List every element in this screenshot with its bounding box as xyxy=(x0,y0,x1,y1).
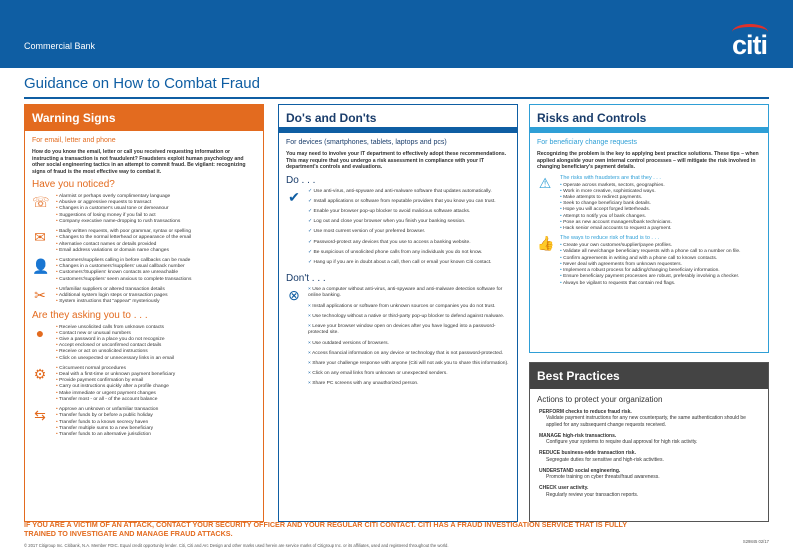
thumbs-up-icon: 👍 xyxy=(537,235,555,252)
list-item: • Never deal with agreements from unknown requesters. xyxy=(560,262,741,268)
best-practice-heading: REDUCE business-wide transaction risk. xyxy=(539,450,636,457)
list-item: • Give a password in a place you do not recognize xyxy=(56,337,174,343)
list-item: • Abusive or aggressive requests to transact xyxy=(56,200,180,206)
x-circle-icon: ⊗ xyxy=(288,287,300,304)
list-item: • Unfamiliar suppliers or altered transaction details xyxy=(56,287,168,293)
best-practice-item xyxy=(539,409,759,428)
list-item: • Transfer funds to an alternative jurisdiction xyxy=(56,432,158,438)
dont-section xyxy=(286,287,510,391)
transfer-icon: ⇆ xyxy=(34,407,46,424)
list-item: • Suggestions of losing money if you fail to act xyxy=(56,213,180,219)
list-item: • Hope you will accept forged letterheads. xyxy=(560,207,672,213)
do-section xyxy=(286,189,510,271)
warning-triangle-icon: ⚠ xyxy=(538,174,552,191)
list-item: • Validate all new/change beneficiary requests with a phone call to a number on file. xyxy=(560,249,741,255)
list-item: • Contact new or unusual numbers xyxy=(56,331,174,337)
list-item: • Email address variations or domain name changes xyxy=(56,248,191,254)
list-item: • Receive or act on unsolicited instructions xyxy=(56,349,174,355)
best-practice-text: Regularly review your transaction reports. xyxy=(546,491,639,498)
list-item: • Carry out instructions quickly after a profile change xyxy=(56,384,175,390)
noticed-heading: Have you noticed? xyxy=(32,179,115,190)
risks-intro: Recognizing the problem is the key to applying best practice solutions. These tips – when applied alongside your own internal control processes – will mitigate the risk involved in changing beneficiary's payment details. xyxy=(537,151,759,170)
tools-icon: ✂ xyxy=(34,286,46,303)
list-item: ✓ Use anti-virus, anti-spyware and anti-malware software that updates automatically. xyxy=(308,189,496,195)
dos-donts-panel xyxy=(278,104,518,522)
warning-signs-panel xyxy=(24,104,264,522)
warning-title: Warning Signs xyxy=(25,105,263,131)
warning-group xyxy=(32,287,256,306)
dos-subtitle: For devices (smartphones, tablets, laptops and pcs) xyxy=(286,139,447,146)
risks-section xyxy=(537,175,761,233)
list-item: • Click on unexpected or unnecessary links in an email xyxy=(56,356,174,362)
list-item: • System instructions that "appear" mysteriously xyxy=(56,299,168,305)
reduce-heading: The ways to reduce risk of fraud is to . . . xyxy=(560,235,660,242)
list-item: • Implement a robust process for adding/changing beneficiary information. xyxy=(560,268,741,274)
list-item: • Ensure beneficiary payment processes are robust, preferably involving a checker. xyxy=(560,274,741,280)
list-item: × Use outdated versions of browsers. xyxy=(308,341,510,347)
warning-group xyxy=(32,258,256,283)
best-practice-text: Segregate duties for sensitive and high-risk activities. xyxy=(546,456,664,463)
asking-heading: Are they asking you to . . . xyxy=(32,309,148,321)
list-item: × Install applications or software from unknown sources or companies you do not trust. xyxy=(308,304,510,310)
list-item: • Operate across markets, sectors, geographies. xyxy=(560,183,672,189)
person-icon: 👤 xyxy=(32,257,50,274)
best-subtitle: Actions to protect your organization xyxy=(537,395,663,404)
title-rule xyxy=(24,97,769,99)
best-practice-text: Configure your systems to require dual approval for high risk activity. xyxy=(546,439,698,445)
bank-label: Commercial Bank xyxy=(24,41,96,51)
risks-controls-panel xyxy=(529,104,769,353)
best-practice-heading: MANAGE high-risk transactions. xyxy=(539,432,617,439)
warning-intro: How do you know the email, letter or call you received requesting information or instructing a transaction is not fraudulent? Fraudsters exploit human psychology and other social engineering tactics in an attempt to commit fraud. Be vigilant: recognizing signs of fraud is the most effective way to combat it. xyxy=(32,149,246,175)
check-circle-icon: ✔ xyxy=(288,188,300,205)
list-item: • Badly written requests, with poor grammar, syntax or spelling xyxy=(56,229,191,235)
page-title: Guidance on How to Combat Fraud xyxy=(24,75,260,92)
best-practice-item xyxy=(539,485,759,498)
list-item: × Share PC screens with any unauthorized person. xyxy=(308,381,510,387)
list-item: × Click on any email links from unknown or unexpected senders. xyxy=(308,371,510,377)
list-item: • Changes in a customer's usual tone or demeanour xyxy=(56,206,180,212)
best-practices-panel xyxy=(529,362,769,522)
list-item: • Make immediate or urgent payment changes xyxy=(56,391,175,397)
list-item: • Create your own customer/supplier/payee profiles. xyxy=(560,243,741,249)
dos-intro: You may need to involve your IT department to effectively adopt these recommendations. This may require that you undergo a risk assessment in compliance with your IT department's controls and evaluations. xyxy=(286,151,507,170)
dos-title: Do's and Don'ts xyxy=(279,105,517,133)
list-item: • Company executive name-dropping to rush transactions xyxy=(56,219,180,225)
list-item: • Seek to change beneficiary bank details. xyxy=(560,201,672,207)
list-item: • Customers/suppliers calling in before callbacks can be made xyxy=(56,258,191,264)
do-heading: Do . . . xyxy=(286,174,316,186)
list-item: • Pose as new account managers/bank technicians. xyxy=(560,220,672,226)
citi-logo: citi xyxy=(731,30,767,60)
legal-text: © 2017 Citigroup Inc. Citibank, N.A. Member FDIC. Equal credit opportunity lender. Citi, Citi and Arc Design and other marks used herein are service marks of Citigroup Inc. or its affiliates, used and registered throughout the world. xyxy=(24,543,449,548)
list-item: • Confirm agreements in writing and with a phone call to known contacts. xyxy=(560,256,741,262)
document-code: S29845 02/17 xyxy=(742,539,769,544)
list-item: • Circumvent normal procedures xyxy=(56,366,175,372)
list-item: ✓ Hang up if you are in doubt about a call, then call or email your known Citi contact. xyxy=(308,260,496,266)
best-practice-text: Validate payment instructions for any new counterparty, the same authentication should be applied for any subsequent change requests received. xyxy=(546,415,746,428)
list-item: • Changes to the normal letterhead or appearance of the email xyxy=(56,235,191,241)
risks-subtitle: For beneficiary change requests xyxy=(537,139,637,146)
list-item: • Customers'/Suppliers' known contacts are unreachable xyxy=(56,270,191,276)
best-practice-item xyxy=(539,433,759,446)
list-item: • Transfer funds by or before a public holiday xyxy=(56,413,158,419)
letter-icon: ✉ xyxy=(34,229,46,246)
list-item: • Transfer multiple sums to a new beneficiary xyxy=(56,426,158,432)
list-item: • Customers'/suppliers' seem anxious to complete transactions xyxy=(56,277,191,283)
asking-group xyxy=(32,407,256,438)
phone-circle-icon: ● xyxy=(35,324,45,341)
list-item: • Hack senior email accounts to request a payment. xyxy=(560,226,672,232)
list-item: • Deal with a first-time or unknown payment beneficiary xyxy=(56,372,175,378)
asking-group xyxy=(32,325,256,362)
list-item: ✓ Install applications or software from reputable providers that you know you can trust. xyxy=(308,199,496,205)
list-item: • Work in more creative, sophisticated ways. xyxy=(560,189,672,195)
risks-heading: The risks with fraudsters are that they . . . xyxy=(560,174,661,181)
reduce-section xyxy=(537,235,761,287)
list-item: • Attempt to notify you of bank changes. xyxy=(560,214,672,220)
list-item: • Additional system login steps or transaction pages xyxy=(56,293,168,299)
list-item: ✓ Enable your browser pop-up blocker to avoid malicious software attacks. xyxy=(308,209,496,215)
best-practice-text: Promote training on cyber threats/fraud awareness. xyxy=(546,474,660,480)
list-item: • Transfer most - or all - of the account balance xyxy=(56,397,175,403)
warning-group xyxy=(32,229,256,254)
best-practice-heading: UNDERSTAND social engineering. xyxy=(539,467,621,474)
list-item: ✓ Log out and close your browser when you finish your banking session. xyxy=(308,219,496,225)
list-item: × Use technology without a native or third-party pop-up blocker to defend against malware. xyxy=(308,314,510,320)
best-practice-item xyxy=(539,450,759,463)
best-practice-heading: PERFORM checks to reduce fraud risk. xyxy=(539,409,632,415)
warning-subtitle: For email, letter and phone xyxy=(32,137,116,144)
list-item: ✓ Use most current version of your preferred browser. xyxy=(308,229,496,235)
header-banner xyxy=(0,0,793,68)
best-practice-heading: CHECK user activity. xyxy=(539,485,589,492)
dont-heading: Don't . . . xyxy=(286,273,326,285)
best-practice-item xyxy=(539,468,759,481)
list-item: ✓ Be suspicious of unsolicited phone calls from any individuals you do not know. xyxy=(308,250,496,256)
list-item: • Approve an unknown or unfamiliar transaction xyxy=(56,407,158,413)
list-item: ✓ Password-protect any devices that you use to access a banking website. xyxy=(308,240,496,246)
list-item: × Use a computer without anti-virus, anti-spyware and anti-malware detection software for online banking. xyxy=(308,287,510,299)
phone-icon: ☏ xyxy=(32,194,50,210)
list-item: × Access financial information on any device or technology that is not password-protected. xyxy=(308,351,510,357)
list-item: • Make attempts to redirect payments. xyxy=(560,195,672,201)
warning-group xyxy=(32,194,256,225)
list-item: • Alarmist or perhaps overly complimentary language xyxy=(56,194,180,200)
list-item: • Receive unsolicited calls from unknown contacts xyxy=(56,325,174,331)
best-title: Best Practices xyxy=(530,363,768,389)
victim-alert: IF YOU ARE A VICTIM OF AN ATTACK, CONTACT YOUR SECURITY OFFICER AND YOUR REGULAR CITI CONTACT. CITI HAS A FRAUD INVESTIGATION SERVICE THAT IS FULLY TRAINED TO INVESTIGATE AND MANAGE FRAUD ATTACKS. xyxy=(24,520,627,538)
list-item: • Accept enclosed or unconfirmed contact details xyxy=(56,343,174,349)
list-item: • Changes in a customers'/suppliers' usual callback number xyxy=(56,264,191,270)
list-item: • Always be vigilant to requests that contain red flags. xyxy=(560,281,741,287)
list-item: • Alternative contact names or details provided xyxy=(56,242,191,248)
list-item: × Leave your browser window open on devices after you have logged into a password-protected site. xyxy=(308,324,510,336)
list-item: • Provide payment confirmation by email xyxy=(56,378,175,384)
asking-group xyxy=(32,366,256,403)
list-item: × Share your challenge response with anyone (Citi will not ask you to share this information). xyxy=(308,361,510,367)
risks-title: Risks and Controls xyxy=(530,105,768,133)
list-item: • Transfer funds to a known secrecy haven xyxy=(56,420,158,426)
gear-icon: ⚙ xyxy=(33,365,47,382)
